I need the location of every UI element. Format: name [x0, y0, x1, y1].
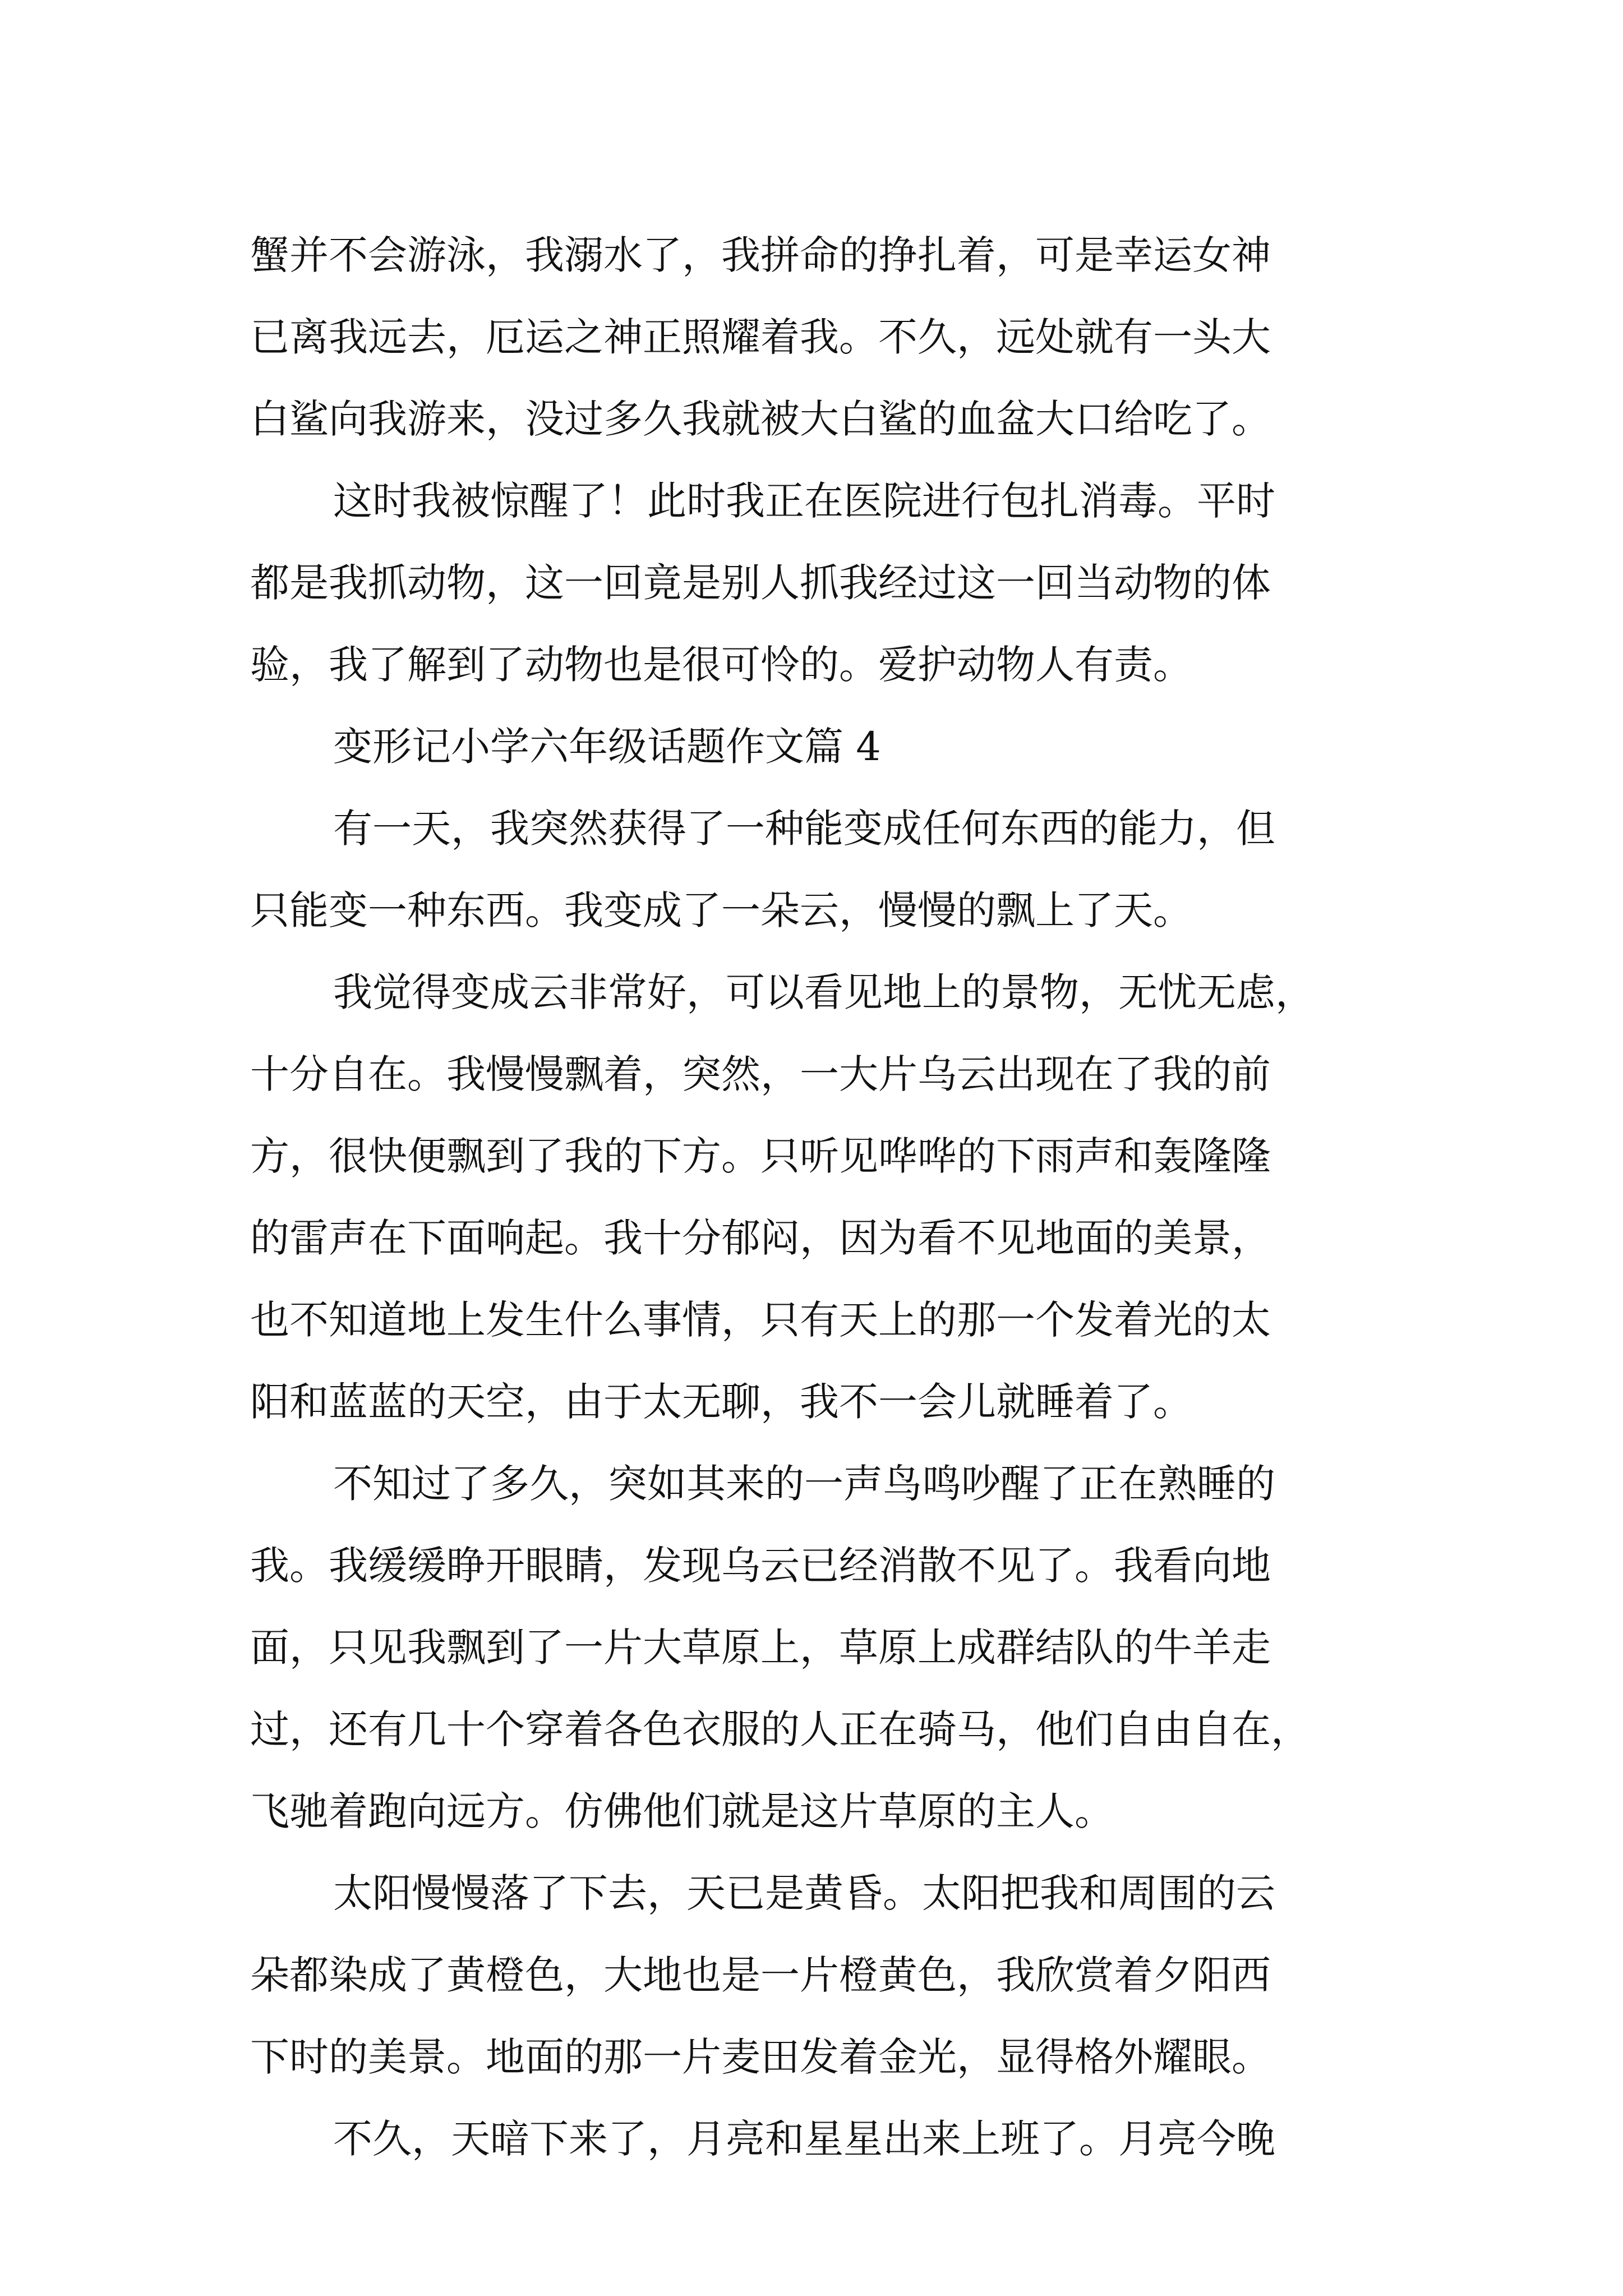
- text-line: 朵都染成了黄橙色，大地也是一片橙黄色，我欣赏着夕阳西: [250, 1952, 1271, 1998]
- text-line: 方，很快便飘到了我的下方。只听见哗哗的下雨声和轰隆隆: [250, 1133, 1271, 1179]
- text-line: 都是我抓动物，这一回竟是别人抓我经过这一回当动物的体: [250, 560, 1271, 606]
- text-line: 验，我了解到了动物也是很可怜的。爱护动物人有责。: [250, 642, 1192, 688]
- text-line: 有一天，我突然获得了一种能变成任何东西的能力，但: [333, 806, 1275, 852]
- text-line: 下时的美景。地面的那一片麦田发着金光，显得格外耀眼。: [250, 2034, 1271, 2080]
- text-line: 不知过了多久，突如其来的一声鸟鸣吵醒了正在熟睡的: [333, 1461, 1275, 1507]
- text-line: 蟹并不会游泳，我溺水了，我拼命的挣扎着，可是幸运女神: [250, 232, 1271, 278]
- text-line: 已离我远去，厄运之神正照耀着我。不久，远处就有一头大: [250, 314, 1271, 360]
- text-line: 太阳慢慢落了下去，天已是黄昏。太阳把我和周围的云: [333, 1870, 1275, 1916]
- text-line: 阳和蓝蓝的天空，由于太无聊，我不一会儿就睡着了。: [250, 1379, 1192, 1425]
- text-line: 面，只见我飘到了一片大草原上，草原上成群结队的牛羊走: [250, 1625, 1271, 1671]
- body-text: [250, 214, 1394, 2180]
- text-line: 过，还有几十个穿着各色衣服的人正在骑马，他们自由自在，: [250, 1706, 1310, 1752]
- text-line: 飞驰着跑向远方。仿佛他们就是这片草原的主人。: [250, 1788, 1114, 1834]
- text-line: 这时我被惊醒了！此时我正在医院进行包扎消毒。平时: [333, 478, 1275, 524]
- text-line: 也不知道地上发生什么事情，只有天上的那一个发着光的太: [250, 1297, 1271, 1343]
- text-line: 不久，天暗下来了，月亮和星星出来上班了。月亮今晚: [333, 2116, 1275, 2162]
- text-line: 白鲨向我游来，没过多久我就被大白鲨的血盆大口给吃了。: [250, 396, 1271, 442]
- text-line: 的雷声在下面响起。我十分郁闷，因为看不见地面的美景，: [250, 1215, 1271, 1261]
- text-line: 只能变一种东西。我变成了一朵云，慢慢的飘上了天。: [250, 887, 1192, 933]
- text-line: 我觉得变成云非常好，可以看见地上的景物，无忧无虑，: [333, 969, 1315, 1015]
- section-heading: 变形记小学六年级话题作文篇 4: [333, 724, 881, 770]
- text-line: 我。我缓缓睁开眼睛，发现乌云已经消散不见了。我看向地: [250, 1543, 1271, 1589]
- text-line: 十分自在。我慢慢飘着，突然，一大片乌云出现在了我的前: [250, 1051, 1271, 1097]
